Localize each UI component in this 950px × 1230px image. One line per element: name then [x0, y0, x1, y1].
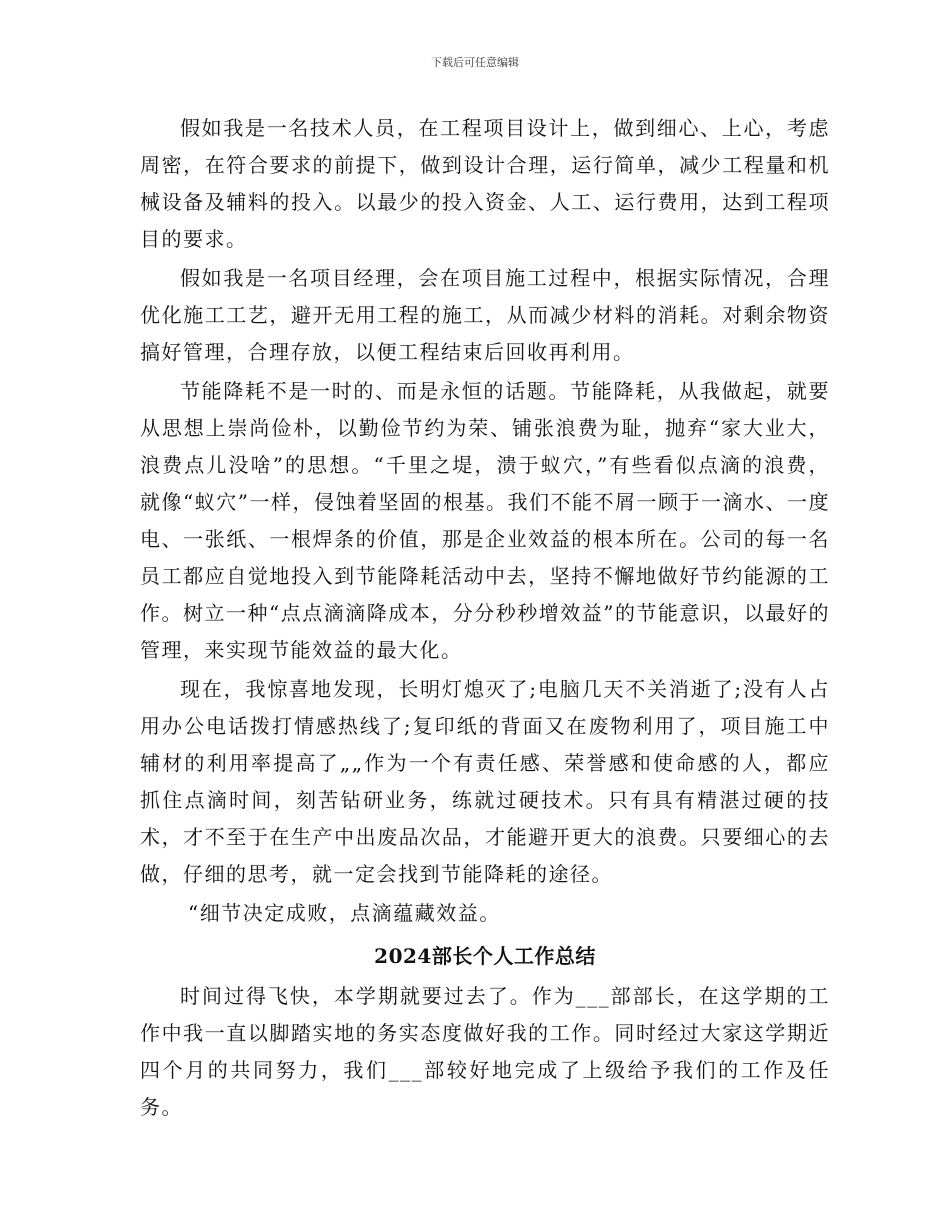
paragraph: 节能降耗不是一时的、而是永恒的话题。节能降耗，从我做起，就要从思想上崇尚俭朴，以勤俭节约为荣、铺张浪费为耻，抛弃“家大业大，浪费点儿没啥”的思想。“千里之堤，溃于蚁穴，”有些看似点滴的浪费，就像“蚁穴”一样，侵蚀着坚固的根基。我们不能不屑一顾于一滴水、一度电、一张纸、一根焊条的价值，那是企业效益的根本所在。公司的每一名员工都应自觉地投入到节能降耗活动中去，坚持不懈地做好节约能源的工作。树立一种“点点滴滴降成本，分分秒秒增效益”的节能意识，以最好的管理，来实现节能效益的最大化。 [140, 379, 830, 662]
paragraph: 假如我是一名技术人员，在工程项目设计上，做到细心、上心，考虑周密，在符合要求的前提下，做到设计合理，运行简单，减少工程量和机械设备及辅料的投入。以最少的投入资金、人工、运行费用，达到工程项目的要求。 [140, 116, 830, 251]
document-body [140, 110, 830, 1128]
page-header-note: 下载后可任意编辑 [431, 56, 519, 69]
paragraph: 时间过得飞快，本学期就要过去了。作为___部部长，在这学期的工作中我一直以脚踏实地的务实态度做好我的工作。同时经过大家这学期近四个月的共同努力，我们___部较好地完成了上级给予我们的工作及任务。 [140, 984, 830, 1119]
section-title: 2024部长个人工作总结 [374, 944, 596, 968]
quote-paragraph: “细节决定成败，点滴蕴藏效益。 [188, 901, 501, 925]
paragraph: 现在，我惊喜地发现，长明灯熄灭了;电脑几天不关消逝了;没有人占用办公电话拨打情感热线了;复印纸的背面又在废物利用了，项目施工中辅材的利用率提高了„„作为一个有责任感、荣誉感和使命感的人，都应抓住点滴时间，刻苦钻研业务，练就过硬技术。只有具有精湛过硬的技术，才不至于在生产中出废品次品，才能避开更大的浪费。只要细心的去做，仔细的思考，就一定会找到节能降耗的途径。 [140, 677, 830, 886]
paragraph: 假如我是一名项目经理，会在项目施工过程中，根据实际情况，合理优化施工工艺，避开无用工程的施工，从而减少材料的消耗。对剩余物资搞好管理，合理存放，以便工程结束后回收再利用。 [140, 266, 830, 364]
